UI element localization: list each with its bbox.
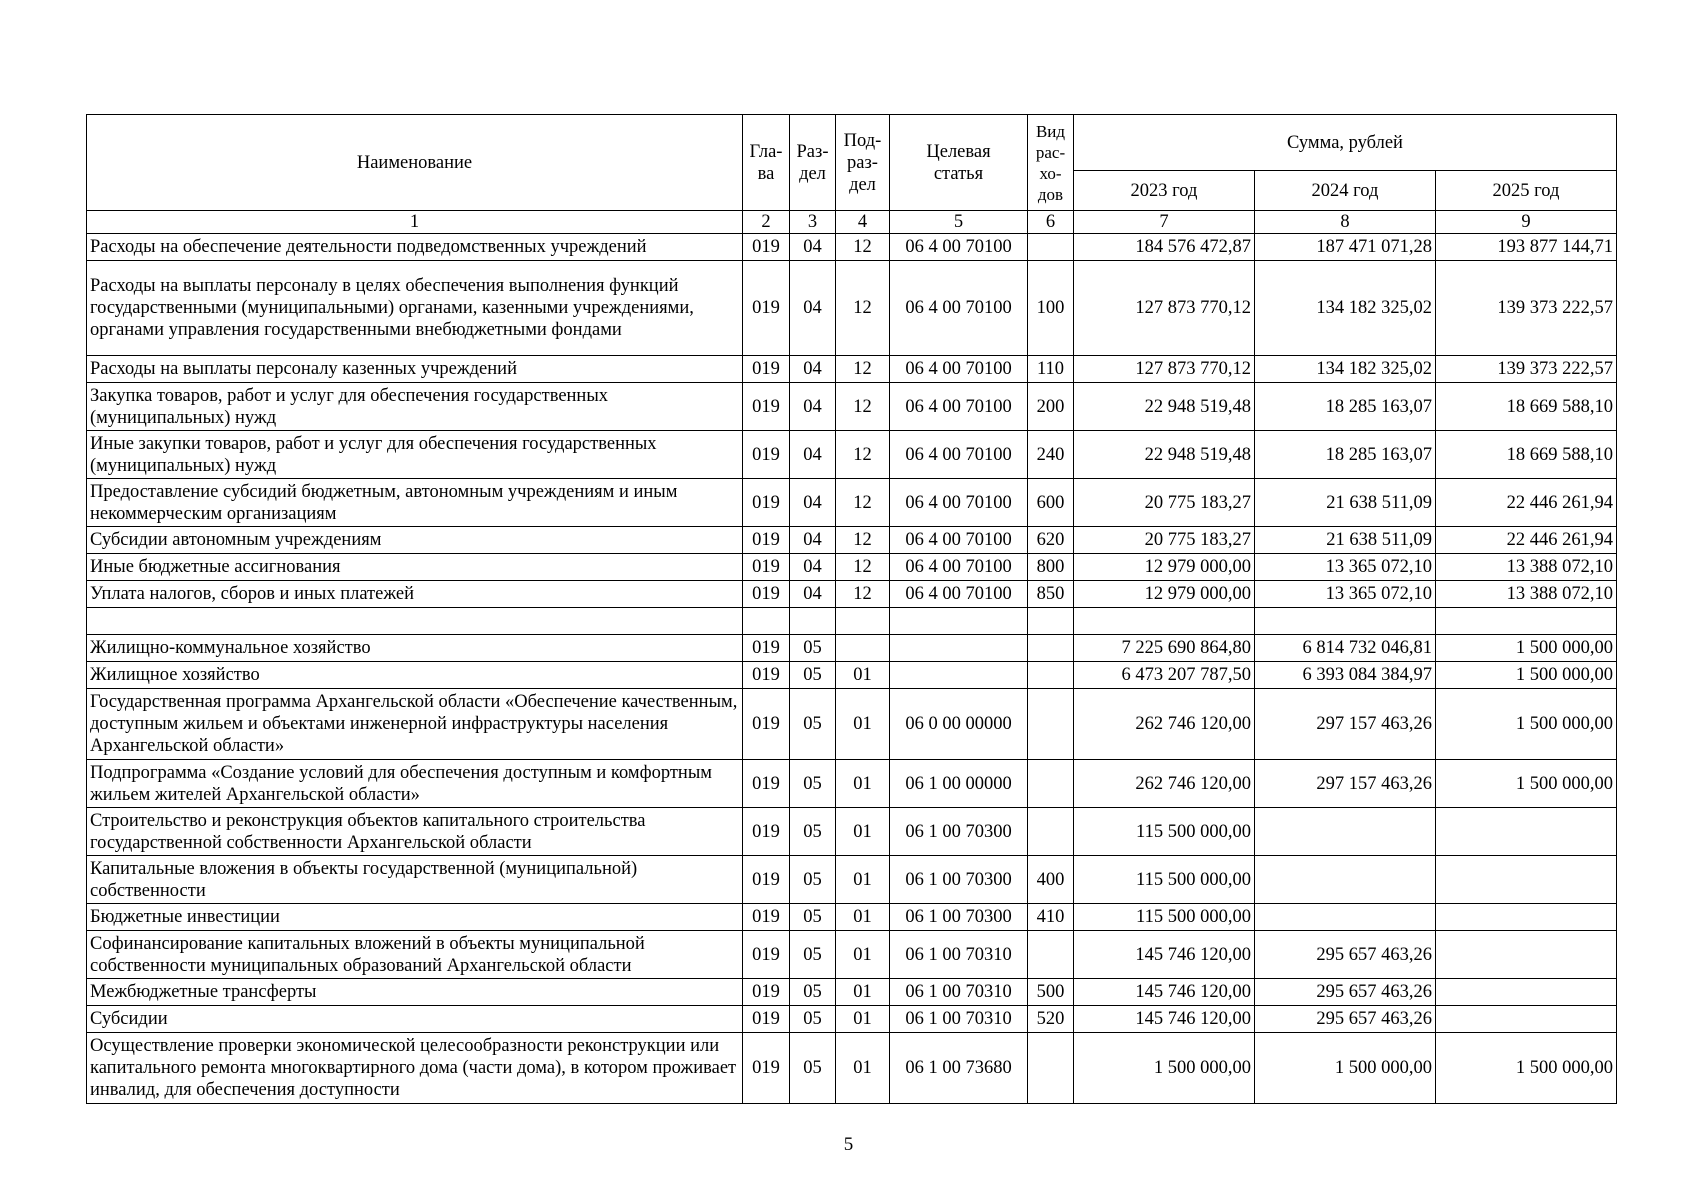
- row-sum-2024: 1 500 000,00: [1255, 1033, 1436, 1104]
- row-expense-type: 620: [1028, 527, 1074, 554]
- row-chapter: 019: [743, 527, 790, 554]
- row-target: 06 1 00 70310: [890, 931, 1028, 979]
- row-sum-2024: 6 814 732 046,81: [1255, 635, 1436, 662]
- row-section: 04: [790, 383, 836, 431]
- row-chapter: 019: [743, 554, 790, 581]
- row-chapter: 019: [743, 431, 790, 479]
- row-name: Субсидии: [87, 1006, 743, 1033]
- row-expense-type: [1028, 689, 1074, 760]
- col-number: 5: [890, 211, 1028, 234]
- row-sum-2025: 1 500 000,00: [1436, 635, 1617, 662]
- row-subsection: 01: [836, 1033, 890, 1104]
- row-name: Подпрограмма «Создание условий для обеспечения доступным и комфортным жильем жителей Архангельской области»: [87, 760, 743, 808]
- row-sum-2025: 22 446 261,94: [1436, 527, 1617, 554]
- row-target: 06 4 00 70100: [890, 234, 1028, 261]
- row-name: Бюджетные инвестиции: [87, 904, 743, 931]
- row-target: 06 4 00 70100: [890, 527, 1028, 554]
- row-name: Софинансирование капитальных вложений в объекты муниципальной собственности муниципальных образований Архангельской области: [87, 931, 743, 979]
- row-subsection: 01: [836, 662, 890, 689]
- row-sum-2023: 20 775 183,27: [1074, 479, 1255, 527]
- header-subsection: Под- раз- дел: [836, 115, 890, 211]
- row-sum-2024: 295 657 463,26: [1255, 979, 1436, 1006]
- row-section: 05: [790, 662, 836, 689]
- row-target: 06 1 00 70300: [890, 904, 1028, 931]
- row-section: 04: [790, 554, 836, 581]
- row-subsection: 01: [836, 904, 890, 931]
- row-sum-2023: 262 746 120,00: [1074, 689, 1255, 760]
- row-subsection: 12: [836, 383, 890, 431]
- row-chapter: 019: [743, 261, 790, 356]
- table-row: [87, 979, 1617, 1006]
- row-section: 05: [790, 904, 836, 931]
- row-subsection: 12: [836, 527, 890, 554]
- row-sum-2024: 13 365 072,10: [1255, 581, 1436, 608]
- row-name: Расходы на выплаты персоналу казенных учреждений: [87, 356, 743, 383]
- row-name: Жилищное хозяйство: [87, 662, 743, 689]
- row-sum-2023: [1074, 608, 1255, 635]
- row-target: [890, 608, 1028, 635]
- row-chapter: 019: [743, 635, 790, 662]
- row-name: [87, 608, 743, 635]
- row-section: 05: [790, 1033, 836, 1104]
- row-section: 05: [790, 689, 836, 760]
- row-target: 06 4 00 70100: [890, 431, 1028, 479]
- row-subsection: 12: [836, 554, 890, 581]
- table-row: [87, 261, 1617, 356]
- row-subsection: 01: [836, 808, 890, 856]
- header-expense-type: Вид рас- хо- дов: [1028, 115, 1074, 211]
- row-sum-2023: 7 225 690 864,80: [1074, 635, 1255, 662]
- row-section: 04: [790, 356, 836, 383]
- row-name: Предоставление субсидий бюджетным, автономным учреждениям и иным некоммерческим организациям: [87, 479, 743, 527]
- row-sum-2024: 297 157 463,26: [1255, 689, 1436, 760]
- row-section: 05: [790, 760, 836, 808]
- row-target: 06 4 00 70100: [890, 261, 1028, 356]
- row-target: 06 4 00 70100: [890, 581, 1028, 608]
- row-chapter: 019: [743, 479, 790, 527]
- table-row: [87, 383, 1617, 431]
- row-target: [890, 635, 1028, 662]
- row-expense-type: [1028, 234, 1074, 261]
- row-sum-2025: 139 373 222,57: [1436, 356, 1617, 383]
- row-target: 06 4 00 70100: [890, 554, 1028, 581]
- row-section: 04: [790, 234, 836, 261]
- table-row: [87, 808, 1617, 856]
- budget-table: [86, 114, 1617, 1104]
- table-row: [87, 904, 1617, 931]
- row-sum-2024: 6 393 084 384,97: [1255, 662, 1436, 689]
- row-chapter: 019: [743, 808, 790, 856]
- row-sum-2023: 115 500 000,00: [1074, 856, 1255, 904]
- header-chapter: Гла- ва: [743, 115, 790, 211]
- row-sum-2024: [1255, 856, 1436, 904]
- row-subsection: 12: [836, 261, 890, 356]
- row-sum-2025: [1436, 1006, 1617, 1033]
- row-expense-type: [1028, 760, 1074, 808]
- row-sum-2023: 127 873 770,12: [1074, 356, 1255, 383]
- row-expense-type: [1028, 662, 1074, 689]
- row-sum-2025: [1436, 856, 1617, 904]
- row-section: 05: [790, 856, 836, 904]
- col-number: 1: [87, 211, 743, 234]
- row-expense-type: 500: [1028, 979, 1074, 1006]
- row-chapter: 019: [743, 1006, 790, 1033]
- row-sum-2025: 1 500 000,00: [1436, 689, 1617, 760]
- col-number: 9: [1436, 211, 1617, 234]
- page-number: 5: [843, 1134, 854, 1155]
- row-chapter: 019: [743, 904, 790, 931]
- header-name: Наименование: [87, 115, 743, 211]
- row-sum-2023: 127 873 770,12: [1074, 261, 1255, 356]
- row-subsection: 12: [836, 431, 890, 479]
- row-chapter: 019: [743, 689, 790, 760]
- col-number: 6: [1028, 211, 1074, 234]
- row-subsection: 12: [836, 581, 890, 608]
- row-chapter: 019: [743, 383, 790, 431]
- row-expense-type: 110: [1028, 356, 1074, 383]
- header-sum: Сумма, рублей: [1074, 115, 1617, 171]
- row-target: 06 1 00 70310: [890, 979, 1028, 1006]
- row-sum-2023: 12 979 000,00: [1074, 581, 1255, 608]
- row-sum-2025: 193 877 144,71: [1436, 234, 1617, 261]
- row-subsection: [836, 635, 890, 662]
- table-body: [87, 234, 1617, 1104]
- row-sum-2024: [1255, 904, 1436, 931]
- row-expense-type: [1028, 635, 1074, 662]
- col-number: 8: [1255, 211, 1436, 234]
- row-sum-2023: 22 948 519,48: [1074, 383, 1255, 431]
- row-section: 05: [790, 979, 836, 1006]
- row-sum-2023: 1 500 000,00: [1074, 1033, 1255, 1104]
- row-sum-2024: [1255, 808, 1436, 856]
- header-year-2024: 2024 год: [1255, 171, 1436, 211]
- row-sum-2024: [1255, 608, 1436, 635]
- row-sum-2023: 115 500 000,00: [1074, 808, 1255, 856]
- row-sum-2025: [1436, 931, 1617, 979]
- table-row: [87, 931, 1617, 979]
- row-sum-2024: 295 657 463,26: [1255, 931, 1436, 979]
- row-expense-type: 100: [1028, 261, 1074, 356]
- row-section: 05: [790, 1006, 836, 1033]
- row-name: Субсидии автономным учреждениям: [87, 527, 743, 554]
- row-name: Иные бюджетные ассигнования: [87, 554, 743, 581]
- row-expense-type: 400: [1028, 856, 1074, 904]
- row-target: 06 1 00 73680: [890, 1033, 1028, 1104]
- row-subsection: [836, 608, 890, 635]
- row-name: Капитальные вложения в объекты государственной (муниципальной) собственности: [87, 856, 743, 904]
- column-number-row: [87, 211, 1617, 234]
- row-section: 04: [790, 581, 836, 608]
- row-subsection: 01: [836, 979, 890, 1006]
- row-expense-type: 850: [1028, 581, 1074, 608]
- row-sum-2025: 1 500 000,00: [1436, 1033, 1617, 1104]
- row-sum-2023: 12 979 000,00: [1074, 554, 1255, 581]
- header-year-2025: 2025 год: [1436, 171, 1617, 211]
- table-row: [87, 431, 1617, 479]
- row-expense-type: 520: [1028, 1006, 1074, 1033]
- row-sum-2024: 18 285 163,07: [1255, 431, 1436, 479]
- row-sum-2024: 134 182 325,02: [1255, 356, 1436, 383]
- row-sum-2024: 21 638 511,09: [1255, 479, 1436, 527]
- row-section: 04: [790, 479, 836, 527]
- row-name: Закупка товаров, работ и услуг для обеспечения государственных (муниципальных) нужд: [87, 383, 743, 431]
- row-target: [890, 662, 1028, 689]
- row-subsection: 01: [836, 931, 890, 979]
- row-target: 06 1 00 00000: [890, 760, 1028, 808]
- header-target: Целевая статья: [890, 115, 1028, 211]
- row-sum-2023: 6 473 207 787,50: [1074, 662, 1255, 689]
- row-expense-type: [1028, 931, 1074, 979]
- row-expense-type: [1028, 608, 1074, 635]
- row-expense-type: 410: [1028, 904, 1074, 931]
- table-row: [87, 527, 1617, 554]
- row-sum-2025: 18 669 588,10: [1436, 431, 1617, 479]
- row-chapter: 019: [743, 581, 790, 608]
- row-target: 06 4 00 70100: [890, 356, 1028, 383]
- table-row: [87, 856, 1617, 904]
- row-target: 06 4 00 70100: [890, 383, 1028, 431]
- row-subsection: 12: [836, 234, 890, 261]
- row-sum-2023: 145 746 120,00: [1074, 979, 1255, 1006]
- table-row: [87, 608, 1617, 635]
- row-expense-type: 600: [1028, 479, 1074, 527]
- row-expense-type: 240: [1028, 431, 1074, 479]
- row-chapter: 019: [743, 979, 790, 1006]
- row-expense-type: [1028, 1033, 1074, 1104]
- row-name: Уплата налогов, сборов и иных платежей: [87, 581, 743, 608]
- row-section: 05: [790, 635, 836, 662]
- table-row: [87, 356, 1617, 383]
- row-chapter: [743, 608, 790, 635]
- row-expense-type: 200: [1028, 383, 1074, 431]
- row-sum-2024: 21 638 511,09: [1255, 527, 1436, 554]
- row-chapter: 019: [743, 856, 790, 904]
- row-sum-2025: 22 446 261,94: [1436, 479, 1617, 527]
- row-section: 04: [790, 527, 836, 554]
- row-expense-type: 800: [1028, 554, 1074, 581]
- row-sum-2025: 1 500 000,00: [1436, 760, 1617, 808]
- row-target: 06 4 00 70100: [890, 479, 1028, 527]
- row-sum-2023: 184 576 472,87: [1074, 234, 1255, 261]
- row-name: Жилищно-коммунальное хозяйство: [87, 635, 743, 662]
- row-subsection: 01: [836, 760, 890, 808]
- row-sum-2024: 187 471 071,28: [1255, 234, 1436, 261]
- row-name: Расходы на выплаты персоналу в целях обеспечения выполнения функций государственными (муниципальными) органами, казенными учреждениями, органами управления государственными внебюджетными фондами: [87, 261, 743, 356]
- row-sum-2025: [1436, 608, 1617, 635]
- row-sum-2024: 13 365 072,10: [1255, 554, 1436, 581]
- row-name: Строительство и реконструкция объектов капитального строительства государственной собственности Архангельской области: [87, 808, 743, 856]
- table-row: [87, 760, 1617, 808]
- row-section: [790, 608, 836, 635]
- row-target: 06 1 00 70300: [890, 808, 1028, 856]
- row-sum-2025: 13 388 072,10: [1436, 554, 1617, 581]
- row-subsection: 12: [836, 356, 890, 383]
- row-subsection: 01: [836, 856, 890, 904]
- row-name: Осуществление проверки экономической целесообразности реконструкции или капитального ремонта многоквартирного дома (части дома), в котором проживает инвалид, для обеспечения доступности: [87, 1033, 743, 1104]
- row-sum-2023: 115 500 000,00: [1074, 904, 1255, 931]
- header-year-2023: 2023 год: [1074, 171, 1255, 211]
- row-sum-2023: 20 775 183,27: [1074, 527, 1255, 554]
- row-subsection: 01: [836, 1006, 890, 1033]
- row-sum-2025: [1436, 979, 1617, 1006]
- row-sum-2024: 18 285 163,07: [1255, 383, 1436, 431]
- table-row: [87, 581, 1617, 608]
- row-sum-2025: [1436, 904, 1617, 931]
- row-target: 06 1 00 70300: [890, 856, 1028, 904]
- row-sum-2023: 22 948 519,48: [1074, 431, 1255, 479]
- row-sum-2025: [1436, 808, 1617, 856]
- row-section: 04: [790, 261, 836, 356]
- row-subsection: 01: [836, 689, 890, 760]
- table-row: [87, 1033, 1617, 1104]
- row-chapter: 019: [743, 234, 790, 261]
- table-row: [87, 479, 1617, 527]
- row-target: 06 0 00 00000: [890, 689, 1028, 760]
- row-sum-2025: 1 500 000,00: [1436, 662, 1617, 689]
- row-sum-2024: 295 657 463,26: [1255, 1006, 1436, 1033]
- row-name: Межбюджетные трансферты: [87, 979, 743, 1006]
- table-row: [87, 635, 1617, 662]
- col-number: 3: [790, 211, 836, 234]
- row-sum-2024: 134 182 325,02: [1255, 261, 1436, 356]
- header-section: Раз- дел: [790, 115, 836, 211]
- table-row: [87, 689, 1617, 760]
- col-number: 2: [743, 211, 790, 234]
- row-sum-2025: 139 373 222,57: [1436, 261, 1617, 356]
- row-section: 05: [790, 931, 836, 979]
- table-row: [87, 1006, 1617, 1033]
- row-chapter: 019: [743, 662, 790, 689]
- row-section: 05: [790, 808, 836, 856]
- row-sum-2024: 297 157 463,26: [1255, 760, 1436, 808]
- row-subsection: 12: [836, 479, 890, 527]
- row-expense-type: [1028, 808, 1074, 856]
- table-row: [87, 234, 1617, 261]
- row-chapter: 019: [743, 760, 790, 808]
- row-sum-2025: 13 388 072,10: [1436, 581, 1617, 608]
- row-name: Расходы на обеспечение деятельности подведомственных учреждений: [87, 234, 743, 261]
- row-sum-2025: 18 669 588,10: [1436, 383, 1617, 431]
- col-number: 7: [1074, 211, 1255, 234]
- row-chapter: 019: [743, 931, 790, 979]
- row-name: Иные закупки товаров, работ и услуг для обеспечения государственных (муниципальных) нужд: [87, 431, 743, 479]
- row-sum-2023: 145 746 120,00: [1074, 1006, 1255, 1033]
- row-name: Государственная программа Архангельской области «Обеспечение качественным, доступным жильем и объектами инженерной инфраструктуры населения Архангельской области»: [87, 689, 743, 760]
- table-row: [87, 554, 1617, 581]
- row-sum-2023: 145 746 120,00: [1074, 931, 1255, 979]
- table-row: [87, 662, 1617, 689]
- row-target: 06 1 00 70310: [890, 1006, 1028, 1033]
- row-sum-2023: 262 746 120,00: [1074, 760, 1255, 808]
- row-section: 04: [790, 431, 836, 479]
- col-number: 4: [836, 211, 890, 234]
- row-chapter: 019: [743, 356, 790, 383]
- row-chapter: 019: [743, 1033, 790, 1104]
